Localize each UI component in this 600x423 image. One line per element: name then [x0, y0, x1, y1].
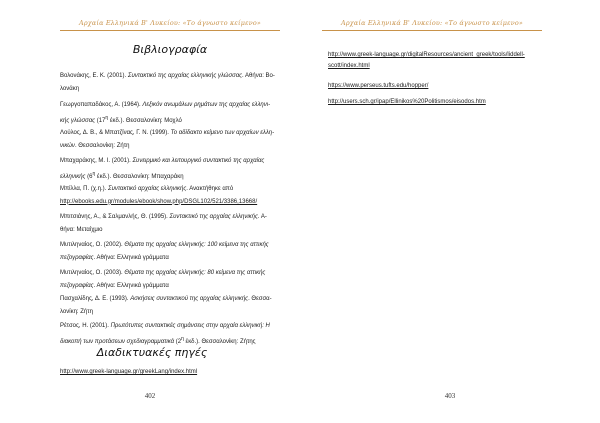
web-source-link[interactable]: https://www.perseus.tufts.edu/hopper/ — [328, 83, 429, 89]
entry-author: Μπαχαράκης, Μ. Ι. (2001). — [60, 158, 133, 164]
bibliography-entry — [60, 99, 278, 127]
web-sources-title: Διαδικτυακές πηγές — [96, 346, 208, 359]
entry-text: (2 — [174, 338, 182, 345]
web-source-entry — [328, 80, 558, 93]
entry-sup: η — [105, 114, 109, 121]
entry-title: ελληνικής — [60, 173, 86, 180]
entry-text: . Α- — [257, 214, 267, 220]
bibliography-title: Βιβλιογραφία — [132, 43, 208, 56]
entry-author: Πασχαλίδης, Δ. Ε. (1993). — [60, 296, 131, 302]
bibliography-entry — [60, 155, 278, 183]
entry-author: Βολονάκης, Ε. Κ. (2001). — [60, 73, 128, 79]
entry-title: Συντακτικό της αρχαίας ελληνικής — [169, 214, 258, 220]
web-source-entry — [328, 50, 558, 72]
entry-text: έκδ.). Θεσσαλονίκη: Ζήτης — [183, 338, 256, 345]
entry-title: νικών — [60, 142, 75, 149]
bibliography-entry — [60, 70, 278, 95]
entry-author: Ρέτσος, Η. (2001). — [60, 323, 111, 329]
right-page — [300, 0, 600, 423]
bibliography-entry — [60, 267, 278, 292]
bibliography-entry — [60, 293, 278, 318]
web-source-link[interactable]: http://www.greek-language.gr/greekLang/index.html — [60, 369, 198, 375]
entry-text: (6 — [85, 173, 93, 180]
header-rule — [60, 30, 280, 31]
entry-title: πεζογραφίας — [60, 282, 94, 289]
running-header: Αρχαία Ελληνικά Β' Λυκείου: «Το άγνωστο κείμενο» — [79, 19, 261, 27]
entry-text: έκδ.). Θεσσαλονίκη: Μοχλό — [108, 117, 182, 124]
page-number: 403 — [444, 392, 456, 400]
entry-title: Ασκήσεις συντακτικού της αρχαίας ελληνικής — [130, 296, 249, 302]
header-rule — [322, 30, 542, 31]
web-source-entry — [60, 366, 278, 379]
entry-title: Συνειρμικό και λειτουργικό συντακτικό της αρχαίας — [132, 158, 265, 164]
entry-text: λονίκη: Ζήτη — [60, 308, 93, 315]
entry-title: Λεξικόν ανωμάλων ρημάτων της αρχαίας ελληνι- — [142, 102, 271, 108]
bibliography-entry — [60, 320, 278, 348]
entry-text: λονάκη — [60, 85, 80, 92]
bibliography-entry — [60, 211, 278, 236]
entry-title: κής γλώσσας — [60, 117, 96, 124]
web-source-link[interactable]: http://www.greek-language.gr/digitalResources/ancient_greek/tools/liddell- — [328, 52, 525, 58]
entry-author: Μπίλλα, Π. (χ.η.). — [60, 186, 108, 192]
entry-text: . Ανακτήθηκε από — [186, 186, 234, 192]
entry-title: Συντακτικό αρχαίας ελληνικής — [108, 186, 187, 192]
entry-author: Γεωργοπαπαδάκος, Α. (1964). — [60, 102, 143, 108]
page-number: 402 — [144, 392, 156, 400]
entry-text: (17 — [95, 117, 106, 124]
entry-title: Θέματα της αρχαίας ελληνικής: 100 κείμενα της αττικής — [124, 242, 269, 248]
bibliography-entry — [60, 239, 278, 264]
entry-title: διακοπή των προτάσεων σχεδιαγραμματικά — [60, 338, 175, 345]
entry-text: θήνα: Μεταίχμιο — [60, 226, 103, 233]
entry-text: . Θεσσαλονίκη: Ζήτη — [74, 142, 130, 149]
entry-sup: η — [181, 335, 184, 342]
bibliography-entry — [60, 127, 278, 152]
entry-title: Το αδίδακτο κείμενο των αρχαίων ελλη- — [170, 130, 275, 136]
entry-text: . Θεσσα- — [248, 296, 272, 302]
entry-author: Λούλος, Δ. Β., & Μπατζίνας, Γ. Ν. (1999). — [60, 130, 171, 136]
web-source-entry — [328, 96, 558, 109]
entry-author: Μυτιληναίος, Ο. (2003). — [60, 270, 125, 276]
entry-text: . Αθήνα: Βο- — [242, 73, 275, 79]
entry-text: έκδ.). Θεσσαλονίκη: Μπαχαράκη — [95, 173, 184, 180]
entry-title: Πρωτότυπες συντακτικές σημάνσεις στην αρχαία ελληνική: Η — [110, 323, 270, 329]
entry-author: Μπιτσιάνης, Α., & Σαλμανλής, Θ. (1995). — [60, 214, 170, 220]
running-header: Αρχαία Ελληνικά Β' Λυκείου: «Το άγνωστο κείμενο» — [341, 19, 523, 27]
bibliography-entry — [60, 183, 278, 208]
entry-link[interactable]: http://ebooks.edu.gr/modules/ebook/show.php/DSGL102/521/3386,13668/ — [60, 198, 258, 205]
entry-title: πεζογραφίας — [60, 254, 94, 261]
web-source-link[interactable]: scott/index.html — [328, 63, 370, 69]
entry-title: Θέματα της αρχαίας ελληνικής: 80 κείμενα της αττικής — [124, 270, 266, 276]
entry-text: . Αθήνα: Ελληνικά γράμματα — [93, 282, 169, 289]
entry-author: Μυτιληναίος, Ο. (2002). — [60, 242, 125, 248]
entry-text: . Αθήνα: Ελληνικά γράμματα — [93, 254, 169, 261]
entry-sup: η — [92, 170, 96, 177]
web-source-link[interactable]: http://users.sch.gr/ipap/Ellinikos%20Politismos/eisodos.htm — [328, 99, 486, 105]
entry-title: Συντακτικό της αρχαίας ελληνικής γλώσσας — [127, 73, 243, 79]
